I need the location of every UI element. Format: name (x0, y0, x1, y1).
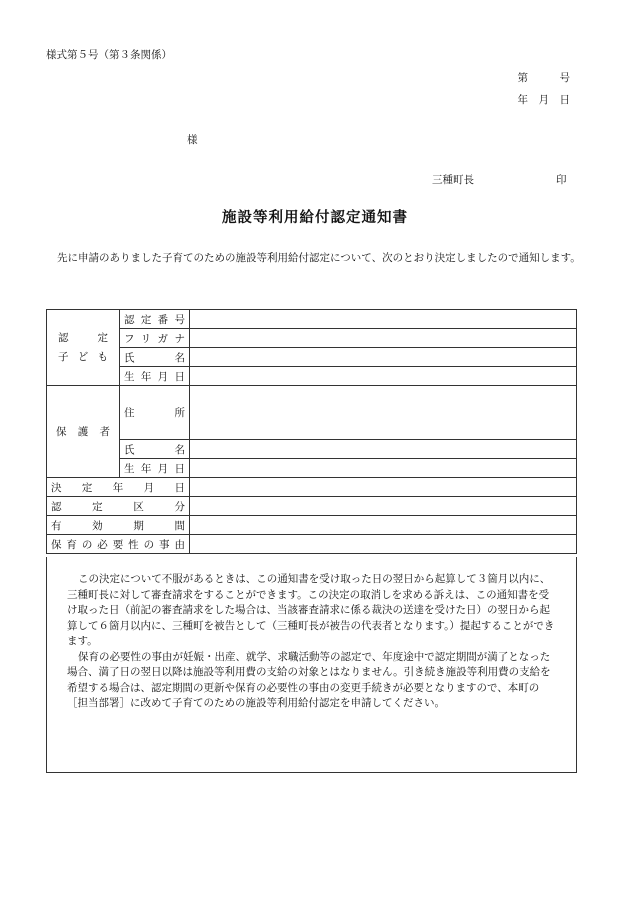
child-furigana-value[interactable] (190, 329, 577, 348)
child-birthdate-label: 生年月日 (120, 367, 190, 386)
guardian-group-label: 保護者 (47, 386, 120, 478)
child-cert-number-value[interactable] (190, 310, 577, 329)
child-group-label (47, 310, 120, 386)
guardian-name-value[interactable] (190, 440, 577, 459)
child-cert-number-label: 認定番号 (120, 310, 190, 329)
document-title: 施設等利用給付認定通知書 (222, 209, 408, 226)
certification-table (46, 309, 577, 554)
guardian-birthdate-label: 生年月日 (120, 459, 190, 478)
necessity-reason-value[interactable] (190, 535, 577, 554)
note-appeal: この決定について不服があるときは、この通知書を受け取った日の翌日から起算して３箇月以内に、三種町長に対して審査請求をすることができます。この決定の取消しを求める訴えは、この通知書を受け取った日（前記の審査請求をした場合は、当該審査請求に係る裁決の送達を受けた日）の翌日から起算して６箇月以内に、三種町を被告として（三種町長が被告の代表者となります。）提起することができます。 (67, 573, 555, 647)
addressee-suffix: 様 (187, 134, 198, 146)
validity-period-value[interactable] (190, 516, 577, 535)
decision-date-label: 決定年月日 (47, 478, 190, 497)
child-group-line1: 認 定 (58, 331, 108, 344)
guardian-address-value[interactable] (190, 386, 577, 440)
validity-period-label: 有効期間 (47, 516, 190, 535)
child-group-line2: 子ども (58, 350, 108, 363)
intro-text: 先に申請のありました子育てのための施設等利用給付認定について、次のとおり決定しましたので通知します。 (57, 252, 581, 264)
category-label: 認定区分 (47, 497, 190, 516)
intro-paragraph (45, 248, 585, 269)
issue-date-label: 年 月 日 (517, 94, 570, 106)
decision-date-value[interactable] (190, 478, 577, 497)
document-number-label: 第 号 (517, 72, 570, 84)
notes-box (46, 557, 577, 773)
seal-mark: 印 (556, 174, 567, 186)
note-renewal: 保育の必要性の事由が妊娠・出産、就学、求職活動等の認定で、年度途中で認定期間が満了となった場合、満了日の翌日以降は施設等利用費の支給の対象とはなりません。引き続き施設等利用費の支給を希望する場合は、認定期間の更新や保育の必要性の事由の変更手続きが必要となりますので、本町の［担当部署］に改めて子育てのための施設等利用給付認定を申請してください。 (67, 650, 551, 709)
child-furigana-label: フリガナ (120, 329, 190, 348)
child-name-label: 氏名 (120, 348, 190, 367)
issuer-name: 三種町長 (432, 174, 474, 186)
category-value[interactable] (190, 497, 577, 516)
guardian-birthdate-value[interactable] (190, 459, 577, 478)
child-birthdate-value[interactable] (190, 367, 577, 386)
guardian-name-label: 氏名 (120, 440, 190, 459)
child-name-value[interactable] (190, 348, 577, 367)
guardian-address-label: 住所 (120, 386, 190, 440)
form-number: 様式第５号（第３条関係） (46, 49, 172, 61)
necessity-reason-label: 保育の必要性の事由 (47, 535, 190, 554)
